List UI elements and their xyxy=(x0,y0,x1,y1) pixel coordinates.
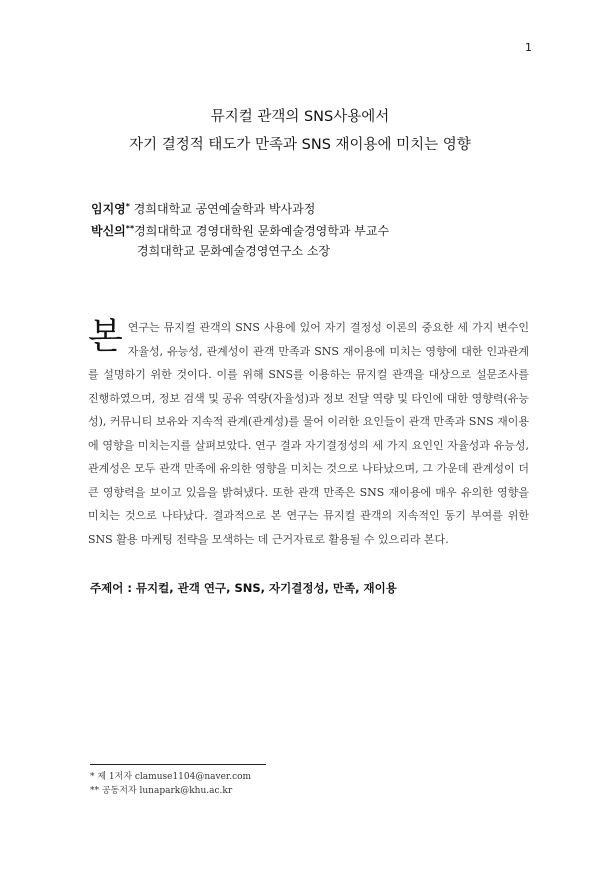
author-mark-2: ** xyxy=(125,224,135,233)
footnote-1: * 제 1저자 clamuse1104@naver.com xyxy=(90,772,252,782)
author-affiliation-1: 경희대학교 공연예술학과 박사과정 xyxy=(133,202,316,216)
abstract-dropcap: 본 xyxy=(88,316,123,357)
author-row-1 xyxy=(91,197,389,219)
paper-title xyxy=(0,103,600,159)
title-line-1: 뮤지컬 관객의 SNS사용에서 xyxy=(210,109,390,125)
footnotes xyxy=(90,770,251,798)
keywords: 주제어 : 뮤지컬, 관객 연구, SNS, 자기결정성, 만족, 재이용 xyxy=(90,581,397,595)
author-name-1: 임지영 xyxy=(91,202,126,216)
author-name-2: 박신의 xyxy=(91,224,126,238)
abstract xyxy=(88,316,529,551)
author-row-2 xyxy=(91,219,389,241)
abstract-text: 연구는 뮤지컬 관객의 SNS 사용에 있어 자기 결정성 이론의 중요한 세 가지 변수인 자율성, 유능성, 관계성이 관객 만족과 SNS 재이용에 미치는 영향에 대한 인과관계를 설명하기 위한 것이다. 이를 위해 SNS를 이용하는 뮤지컬 관객을 대상으로 설문조사를 진행하였으며, 정보 검색 및 공유 역량(자율성)과 정보 전달 역량 및 타인에 대한 영향력(유능성), 커뮤니티 보유와 지속적 관계(관계성)를 물어 이러한 요인들이 관객 만족과 SNS 재이용에 영향을 미치는지를 살펴보았다. 연구 결과 자기결정성의 세 가지 요인인 자율성과 유능성, 관계성은 모두 관객 만족에 유의한 영향을 미치는 것으로 나타났으며, 그 가운데 관계성이 더 큰 영향력을 보이고 있음을 밝혀냈다. 또한 관객 만족은 SNS 재이용에 매우 유의한 영향을 미치는 것으로 나타났다. 결과적으로 본 연구는 뮤지컬 관객의 지속적인 동기 부여를 위한 SNS 활용 마케팅 전략을 모색하는 데 근거자료로 활용될 수 있으리라 본다. xyxy=(88,321,529,546)
author-affiliation-2: 경희대학교 경영대학원 문화예술경영학과 부교수 xyxy=(134,224,390,238)
footnote-2: ** 공동저자 lunapark@khu.ac.kr xyxy=(90,786,233,796)
author-extra-affiliation: 경희대학교 문화예술경영연구소 소장 xyxy=(137,244,331,258)
author-mark-1: * xyxy=(125,202,130,211)
footnote-divider xyxy=(90,764,266,765)
title-line-2: 자기 결정적 태도가 만족과 SNS 재이용에 미치는 영향 xyxy=(129,137,471,153)
author-block xyxy=(91,197,389,261)
page-number: 1 xyxy=(525,41,532,54)
